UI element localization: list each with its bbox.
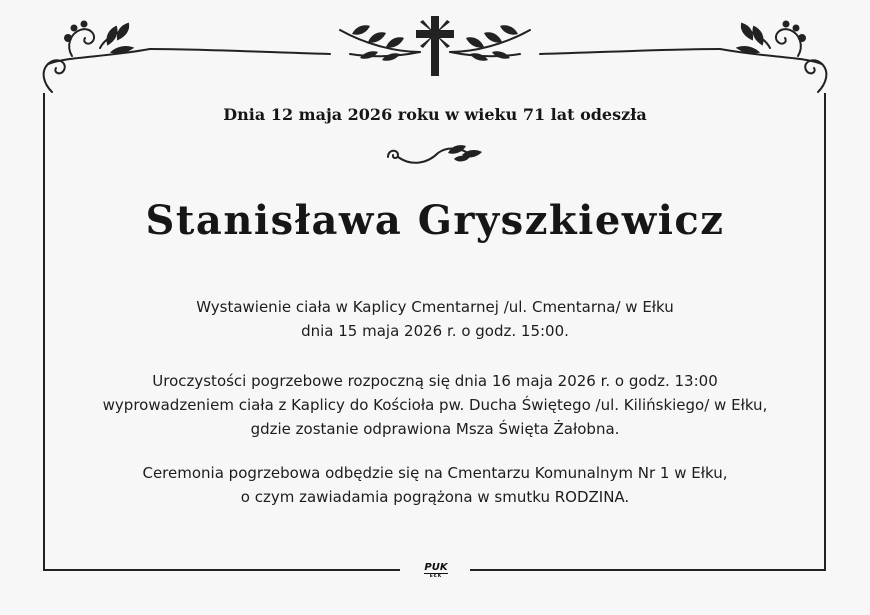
- deceased-name: Stanisława Gryszkiewicz: [145, 197, 725, 244]
- floral-scroll-icon: [720, 22, 826, 93]
- text-line: gdzie zostanie odprawiona Msza Święta Żałobna.: [250, 420, 620, 438]
- paragraph-viewing: [0, 295, 870, 343]
- floral-scroll-icon: [44, 22, 150, 93]
- text-line: wyprowadzeniem ciała z Kaplicy do Kościoła pw. Ducha Świętego /ul. Kilińskiego/ w Ełku,: [102, 396, 768, 414]
- cross-with-leaves-icon: [340, 16, 530, 76]
- text-line: Uroczystości pogrzebowe rozpoczną się dnia 16 maja 2026 r. o godz. 13:00: [152, 372, 718, 390]
- puk-logo: PUK EŁK: [424, 562, 448, 579]
- headline: Dnia 12 maja 2026 roku w wieku 71 lat odeszła: [223, 105, 647, 124]
- leaf-swirl-icon: [384, 141, 486, 171]
- text-line: Ceremonia pogrzebowa odbędzie się na Cmentarzu Komunalnym Nr 1 w Ełku,: [142, 464, 728, 482]
- text-line: Wystawienie ciała w Kaplicy Cmentarnej /ul. Cmentarna/ w Ełku: [196, 298, 674, 316]
- paragraph-burial: [0, 461, 870, 509]
- text-line: dnia 15 maja 2026 r. o godz. 15:00.: [301, 322, 569, 340]
- top-ornament: [0, 0, 870, 100]
- paragraph-ceremony: [0, 369, 870, 441]
- text-line: o czym zawiadamia pogrążona w smutku RODZINA.: [240, 488, 630, 506]
